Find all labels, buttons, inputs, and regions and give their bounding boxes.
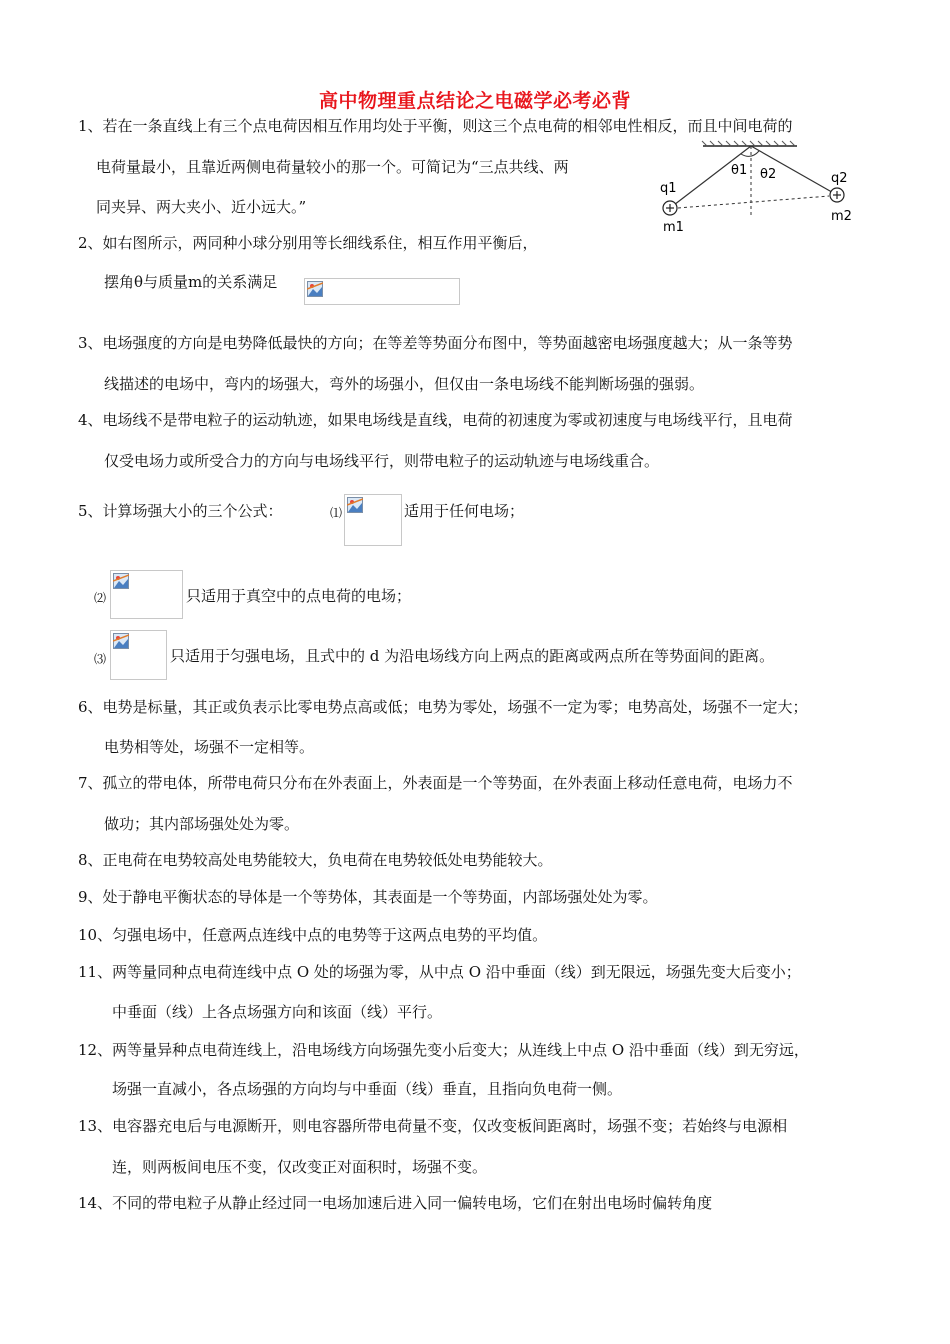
item-5-heading: 5、计算场强大小的三个公式： (78, 502, 283, 520)
label-m1: m1 (663, 220, 684, 235)
item-4-line-1: 4、电场线不是带电粒子的运动轨迹，如果电场线是直线，电荷的初速度为零或初速度与电场线平行，且电荷 (78, 411, 793, 429)
formula-2-number: ⑵ (94, 591, 107, 605)
label-q1: q1 (660, 181, 677, 196)
item-11-line-2: 中垂面（线）上各点场强方向和该面（线）平行。 (112, 1003, 443, 1021)
formula-3-description: 只适用于匀强电场，且式中的 d 为沿电场线方向上两点的距离或两点所在等势面间的距离。 (170, 647, 775, 665)
formula-2-description: 只适用于真空中的点电荷的电场； (186, 587, 412, 605)
label-m2: m2 (831, 209, 852, 224)
item-4-line-2: 仅受电场力或所受合力的方向与电场线平行，则带电粒子的运动轨迹与电场线重合。 (104, 452, 660, 470)
formula-1-image-placeholder (344, 494, 402, 546)
formula-1-number: ⑴ (330, 506, 343, 520)
item-14: 14、不同的带电粒子从静止经过同一电场加速后进入同一偏转电场，它们在射出电场时偏转角度 (78, 1194, 713, 1212)
item-10: 10、匀强电场中，任意两点连线中点的电势等于这两点电势的平均值。 (78, 926, 548, 944)
item-7-line-2: 做功；其内部场强处处为零。 (104, 815, 300, 833)
item-6-line-2: 电势相等处，场强不一定相等。 (104, 738, 315, 756)
broken-image-icon (347, 497, 363, 513)
formula-image-placeholder (304, 278, 460, 305)
label-theta1: θ1 (731, 163, 748, 178)
label-theta2: θ2 (760, 167, 777, 182)
formula-1-description: 适用于任何电场； (404, 502, 525, 520)
item-7-line-1: 7、孤立的带电体，所带电荷只分布在外表面上，外表面是一个等势面，在外表面上移动任意电荷，电场力不 (78, 774, 793, 792)
item-1-line-1: 1、若在一条直线上有三个点电荷因相互作用均处于平衡，则这三个点电荷的相邻电性相反，而且中间电荷的 (78, 117, 793, 135)
pendulum-diagram (655, 140, 855, 235)
formula-3-image-placeholder (110, 630, 167, 680)
label-q2: q2 (831, 171, 848, 186)
formula-3-number: ⑶ (94, 652, 107, 666)
item-3-line-1: 3、电场强度的方向是电势降低最快的方向；在等差等势面分布图中，等势面越密电场强度越大；从一条等势 (78, 334, 793, 352)
item-1-line-3: 同夹异、两大夹小、近小远大。” (96, 198, 307, 216)
item-12-line-1: 12、两等量异种点电荷连线上，沿电场线方向场强先变小后变大；从连线上中点 O 沿中垂面（线）到无穷远， (78, 1041, 809, 1059)
item-1-line-2: 电荷量最小，且靠近两侧电荷量较小的那一个。可简记为“三点共线、两 (96, 158, 569, 176)
broken-image-icon (113, 573, 129, 589)
broken-image-icon (113, 633, 129, 649)
item-13-line-2: 连，则两板间电压不变，仅改变正对面积时，场强不变。 (112, 1158, 488, 1176)
item-3-line-2: 线描述的电场中，弯内的场强大，弯外的场强小，但仅由一条电场线不能判断场强的强弱。 (104, 375, 705, 393)
document-title: 高中物理重点结论之电磁学必考必背 (318, 90, 631, 112)
item-11-line-1: 11、两等量同种点电荷连线中点 O 处的场强为零，从中点 O 沿中垂面（线）到无限远，场强先变大后变小； (78, 963, 801, 981)
item-2-line-2: 摆角θ与质量m的关系满足 (104, 273, 278, 291)
item-12-line-2: 场强一直减小，各点场强的方向均与中垂面（线）垂直，且指向负电荷一侧。 (112, 1080, 623, 1098)
item-9: 9、处于静电平衡状态的导体是一个等势体，其表面是一个等势面，内部场强处处为零。 (78, 888, 658, 906)
formula-2-image-placeholder (110, 570, 183, 619)
item-13-line-1: 13、电容器充电后与电源断开，则电容器所带电荷量不变，仅改变板间距离时，场强不变；若始终与电源相 (78, 1117, 788, 1135)
item-8: 8、正电荷在电势较高处电势能较大，负电荷在电势较低处电势能较大。 (78, 851, 553, 869)
item-6-line-1: 6、电势是标量，其正或负表示比零电势点高或低；电势为零处，场强不一定为零；电势高处，场强不一定大； (78, 698, 808, 716)
broken-image-icon (307, 281, 323, 297)
item-2-line-1: 2、如右图所示，两同种小球分别用等长细线系住，相互作用平衡后， (78, 234, 538, 252)
